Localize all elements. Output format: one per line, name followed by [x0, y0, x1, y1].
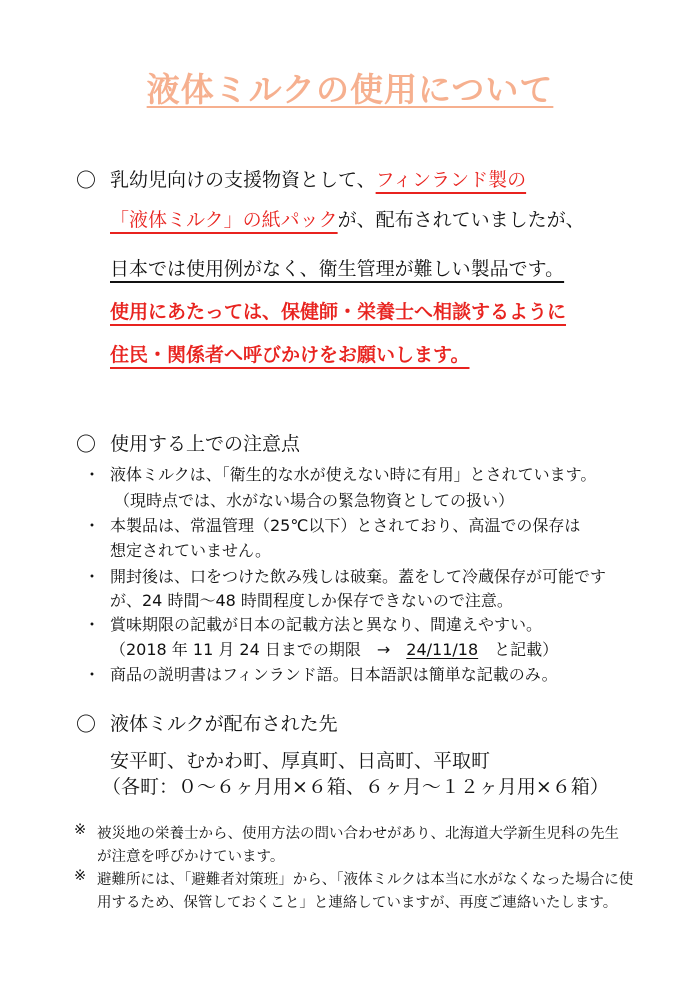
- caution-item-1-line2: （現時点では、水がない場合の緊急物資としての扱い）: [114, 491, 515, 510]
- section1-line1-text: 乳幼児向けの支援物資として、: [110, 169, 376, 191]
- section1-line2: [110, 205, 585, 232]
- bullet-icon: ・: [84, 516, 101, 535]
- bullet-icon: ・: [84, 567, 101, 586]
- note-mark: ※: [74, 868, 87, 884]
- page-title: 液体ミルクの使用について: [146, 70, 554, 109]
- section2-heading: 使用する上での注意点: [110, 433, 301, 455]
- bullet-icon: ・: [84, 615, 101, 634]
- section3-marker: 〇: [76, 712, 96, 736]
- section1-line3: 日本では使用例がなく、衛生管理が難しい製品です。: [110, 258, 565, 280]
- section1-marker: 〇: [76, 168, 96, 192]
- date-example-prefix: （2018 年 11 月 24 日までの期限 →: [110, 640, 407, 659]
- caution-item-4-line1: 賞味期限の記載が日本の記載方法と異なり、間違えやすい。: [110, 615, 543, 634]
- section3-towns: 安平町、むかわ町、厚真町、日高町、平取町: [110, 750, 491, 772]
- section2-marker: 〇: [76, 432, 96, 456]
- section1-line4: 使用にあたっては、保健師・栄養士へ相談するように: [110, 301, 567, 323]
- note-mark: ※: [74, 822, 87, 838]
- caution-item-4-line2: [110, 637, 558, 660]
- note2-line2: 用するため、保管しておくこと」と連絡していますが、再度ご連絡いたします。: [97, 895, 618, 911]
- caution-item-5-line1: 商品の説明書はフィンランド語。日本語訳は簡単な記載のみ。: [110, 665, 558, 684]
- caution-item-1-line1: 液体ミルクは、「衛生的な水が使えない時に有用」とされています。: [110, 465, 597, 484]
- caution-item-3-line2: が、24 時間～48 時間程度しか保存できないので注意。: [110, 591, 513, 610]
- section1-line2-red: 「液体ミルク」の紙パック: [110, 209, 338, 231]
- bullet-icon: ・: [84, 465, 101, 484]
- date-example-suffix: と記載）: [494, 640, 559, 659]
- note2-line1: 避難所には、「避難者対策班」から、「液体ミルクは本当に水がなくなった場合に使: [97, 872, 634, 888]
- caution-item-2-line2: 想定されていません。: [110, 541, 271, 560]
- note1-line1: 被災地の栄養士から、使用方法の問い合わせがあり、北海道大学新生児科の先生: [97, 826, 619, 842]
- caution-item-2-line1: 本製品は、常温管理（25℃以下）とされており、高温での保存は: [110, 516, 581, 535]
- section1-line1: [110, 165, 526, 192]
- section1-line5: 住民・関係者へ呼びかけをお願いします。: [110, 344, 470, 366]
- section3-detail: （各町：０～６ヶ月用×６箱、６ヶ月～１２ヶ月用×６箱）: [102, 776, 609, 798]
- caution-item-3-line1: 開封後は、口をつけた飲み残しは破棄。蓋をして冷蔵保存が可能です: [110, 567, 607, 586]
- bullet-icon: ・: [84, 665, 101, 684]
- section1-line2-text: が、配布されていましたが、: [337, 209, 585, 231]
- note1-line2: が注意を呼びかけています。: [97, 849, 285, 865]
- date-example-value: 24/11/18: [406, 640, 479, 659]
- section3-heading: 液体ミルクが配布された先: [110, 713, 338, 735]
- section1-line1-red: フィンランド製の: [375, 169, 527, 191]
